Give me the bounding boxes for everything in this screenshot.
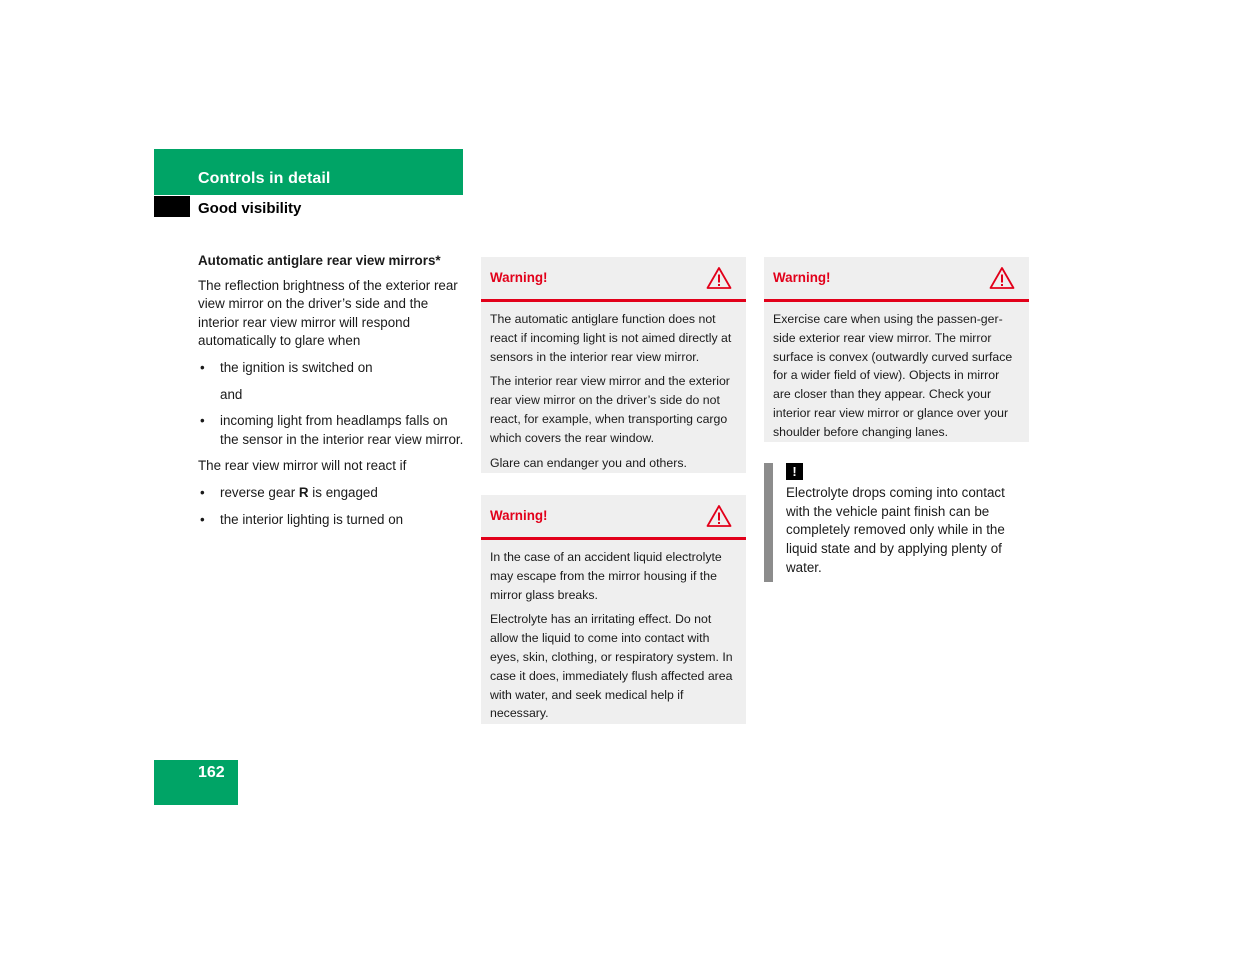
warning-box-antiglare: [481, 257, 746, 473]
bullet: •: [200, 413, 205, 429]
subsection-title: Good visibility: [198, 200, 302, 217]
conditions-list-2: [198, 412, 466, 449]
no-react-intro: The rear view mirror will not react if: [198, 458, 407, 474]
warning-header: [481, 257, 746, 302]
warning-header: [481, 495, 746, 540]
list-item-text: incoming light from headlamps falls on the sensor in the interior rear view mirror.: [220, 413, 464, 447]
intro-paragraph: The reflection brightness of the exterior rear view mirror on the driver’s side and the interior rear view mirror will respond automatically to glare when: [198, 277, 458, 349]
warning-paragraph: Glare can endanger you and others.: [490, 455, 687, 470]
warning-paragraph: The automatic antiglare function does not react if incoming light is not aimed directly at sensors in the interior rear view mirror.: [490, 312, 732, 364]
warning-body: [481, 540, 746, 735]
list-item-text: [220, 485, 378, 500]
text-fragment: is engaged: [308, 484, 378, 500]
warning-label: Warning!: [773, 270, 831, 285]
note-side-bar: [764, 463, 773, 582]
warning-triangle-icon: [706, 266, 732, 290]
warning-body: [481, 302, 746, 484]
bullet: •: [200, 484, 205, 500]
warning-paragraph: Exercise care when using the passen-ger-side exterior rear view mirror. The mirror surface is convex (outwardly curved surface for a wider field of view). Objects in mirror are closer than they appear. Check your interior rear view mirror or glance over your shoulder before changing lanes.: [773, 312, 1013, 439]
page-number-box: [154, 760, 238, 805]
warning-paragraph: Electrolyte has an irritating effect. Do not allow the liquid to come into contact with eyes, skin, clothing, or respiratory system. In case it does, immediately flush affected area with water, and seek medical help if necessary.: [490, 612, 733, 721]
warning-triangle-icon: [706, 504, 732, 528]
left-column: [198, 252, 466, 537]
text-fragment: reverse gear: [220, 484, 299, 500]
warning-triangle-icon: [989, 266, 1015, 290]
gear-label: R: [298, 484, 309, 500]
list-item-text: the interior lighting is turned on: [220, 511, 404, 527]
conditions-list: [198, 359, 466, 378]
warning-paragraph: In the case of an accident liquid electrolyte may escape from the mirror housing if the mirror glass breaks.: [490, 550, 722, 602]
bullet: •: [200, 511, 205, 527]
list-item: [198, 484, 466, 503]
list-item: [198, 359, 466, 378]
note-text: Electrolyte drops coming into contact with the vehicle paint finish can be completely removed only while in the liquid state and by applying plenty of water.: [786, 485, 1005, 575]
page-number: 162: [198, 764, 225, 781]
no-react-list: [198, 484, 466, 529]
warning-label: Warning!: [490, 270, 548, 285]
list-item: [198, 511, 466, 530]
section-title: Controls in detail: [198, 170, 331, 187]
list-item: [198, 412, 466, 449]
list-item-text: the ignition is switched on: [220, 359, 373, 375]
warning-label: Warning!: [490, 508, 548, 523]
bullet: •: [200, 359, 205, 375]
section-heading: Automatic antiglare rear view mirrors*: [198, 253, 441, 268]
exclamation-note-icon: !: [786, 463, 803, 480]
warning-box-electrolyte: [481, 495, 746, 724]
warning-box-passenger-mirror: [764, 257, 1029, 442]
warning-paragraph: The interior rear view mirror and the exterior rear view mirror on the driver’s side do not react, for example, when transporting cargo which covers the rear window.: [490, 374, 730, 445]
subsection-marker: [154, 196, 190, 217]
connector-text: and: [220, 386, 243, 402]
warning-body: [764, 302, 1029, 454]
warning-header: [764, 257, 1029, 302]
